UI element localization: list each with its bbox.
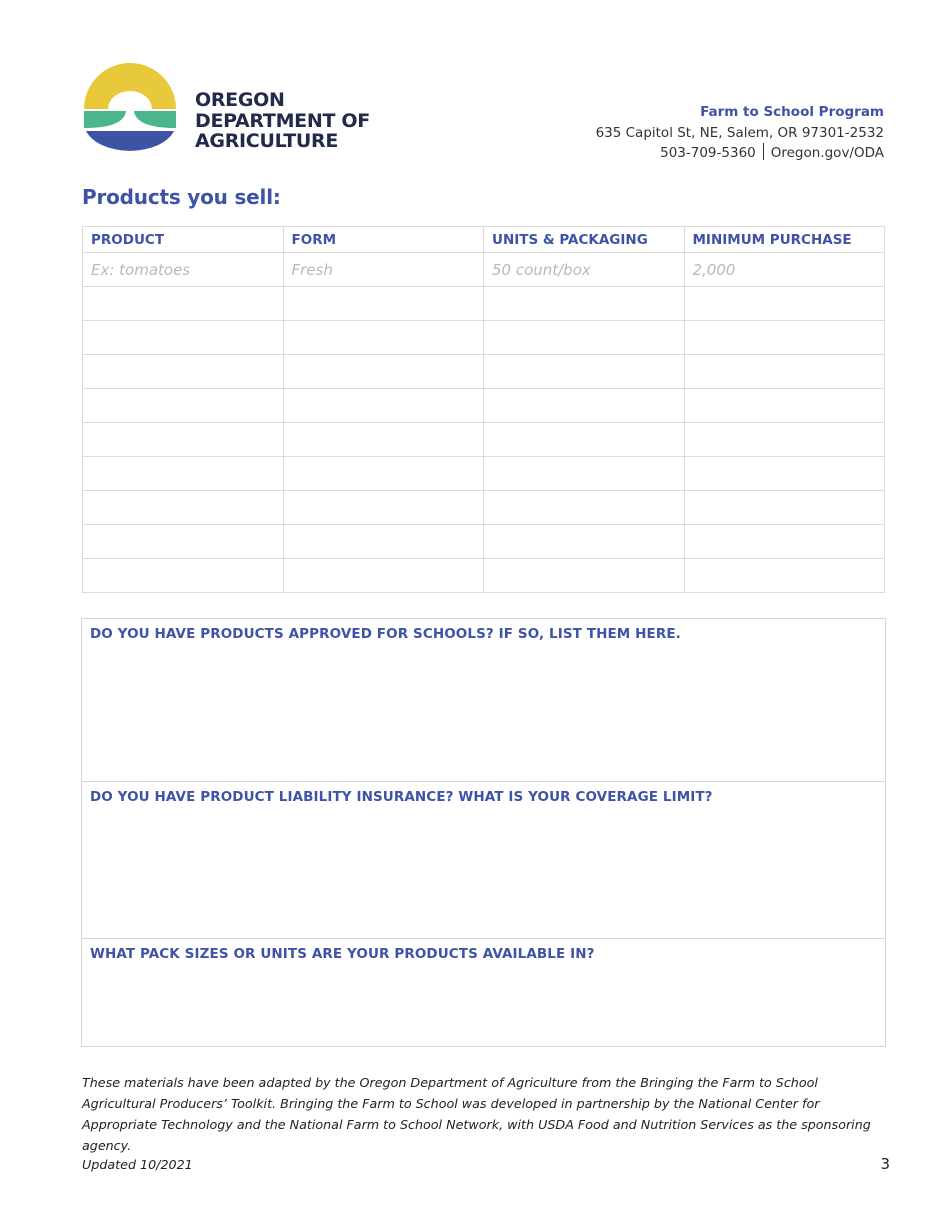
example-row bbox=[83, 253, 885, 287]
table-cell[interactable] bbox=[83, 491, 284, 525]
table-row bbox=[83, 355, 885, 389]
separator bbox=[763, 143, 764, 160]
question-label: DO YOU HAVE PRODUCT LIABILITY INSURANCE? WHAT IS YOUR COVERAGE LIMIT? bbox=[90, 789, 713, 805]
table-cell[interactable] bbox=[684, 287, 885, 321]
table-row bbox=[83, 559, 885, 593]
table-row bbox=[83, 287, 885, 321]
questions-box bbox=[81, 618, 886, 1047]
products-table bbox=[82, 226, 885, 593]
example-units[interactable]: 50 count/box bbox=[484, 253, 685, 287]
table-cell[interactable] bbox=[283, 321, 484, 355]
table-row bbox=[83, 525, 885, 559]
table-header-row bbox=[83, 227, 885, 253]
table-row bbox=[83, 321, 885, 355]
table-cell[interactable] bbox=[83, 355, 284, 389]
table-cell[interactable] bbox=[484, 457, 685, 491]
question-label: WHAT PACK SIZES OR UNITS ARE YOUR PRODUCTS AVAILABLE IN? bbox=[90, 946, 595, 962]
column-header-units: UNITS & PACKAGING bbox=[484, 227, 685, 253]
oda-logo-mark bbox=[82, 60, 182, 155]
table-cell[interactable] bbox=[684, 389, 885, 423]
table-row bbox=[83, 423, 885, 457]
table-cell[interactable] bbox=[684, 423, 885, 457]
question-label: DO YOU HAVE PRODUCTS APPROVED FOR SCHOOLS? IF SO, LIST THEM HERE. bbox=[90, 626, 681, 642]
table-cell[interactable] bbox=[283, 491, 484, 525]
table-cell[interactable] bbox=[83, 287, 284, 321]
table-cell[interactable] bbox=[83, 457, 284, 491]
question-section-insurance[interactable] bbox=[82, 782, 885, 939]
column-header-minimum: MINIMUM PURCHASE bbox=[684, 227, 885, 253]
question-section-approved[interactable] bbox=[82, 619, 885, 782]
table-cell[interactable] bbox=[484, 525, 685, 559]
program-name: Farm to School Program bbox=[700, 104, 884, 120]
column-header-form: FORM bbox=[283, 227, 484, 253]
question-section-pack-sizes[interactable] bbox=[82, 939, 885, 1046]
table-cell[interactable] bbox=[484, 423, 685, 457]
address: 635 Capitol St, NE, Salem, OR 97301-2532 bbox=[595, 124, 884, 141]
table-cell[interactable] bbox=[484, 355, 685, 389]
example-form[interactable]: Fresh bbox=[283, 253, 484, 287]
logo-line: OREGON bbox=[195, 89, 285, 111]
table-cell[interactable] bbox=[484, 321, 685, 355]
logo-line: AGRICULTURE bbox=[195, 130, 339, 152]
table-cell[interactable] bbox=[684, 525, 885, 559]
table-cell[interactable] bbox=[684, 491, 885, 525]
oda-logo bbox=[82, 60, 382, 155]
table-cell[interactable] bbox=[283, 287, 484, 321]
table-cell[interactable] bbox=[283, 559, 484, 593]
example-product[interactable]: Ex: tomatoes bbox=[83, 253, 284, 287]
table-cell[interactable] bbox=[484, 491, 685, 525]
table-cell[interactable] bbox=[83, 321, 284, 355]
table-cell[interactable] bbox=[283, 525, 484, 559]
table-cell[interactable] bbox=[684, 559, 885, 593]
table-row bbox=[83, 491, 885, 525]
oda-logo-wordmark bbox=[195, 90, 370, 152]
table-row bbox=[83, 457, 885, 491]
phone-web-line bbox=[596, 143, 884, 164]
disclaimer-text: These materials have been adapted by the Oregon Department of Agriculture from the Bringing the Farm to School Agricultural Producers’ Toolkit. Bringing the Farm to School was developed in partnership by the National Center for Appropriate Technology and the National Farm to School Network, with USDA Food and Nutrition Services as the sponsoring agency. bbox=[82, 1075, 871, 1153]
phone-number: 503-709-5360 bbox=[660, 145, 756, 161]
table-cell[interactable] bbox=[684, 321, 885, 355]
table-cell[interactable] bbox=[684, 457, 885, 491]
table-cell[interactable] bbox=[684, 355, 885, 389]
table-cell[interactable] bbox=[283, 423, 484, 457]
table-cell[interactable] bbox=[283, 355, 484, 389]
column-header-product: PRODUCT bbox=[83, 227, 284, 253]
table-cell[interactable] bbox=[484, 559, 685, 593]
table-cell[interactable] bbox=[83, 559, 284, 593]
table-cell[interactable] bbox=[83, 389, 284, 423]
website-link[interactable]: Oregon.gov/ODA bbox=[770, 145, 884, 161]
page-number: 3 bbox=[880, 1155, 890, 1173]
table-row bbox=[83, 389, 885, 423]
page-heading: Products you sell: bbox=[82, 185, 281, 209]
table-cell[interactable] bbox=[283, 457, 484, 491]
logo-line: DEPARTMENT OF bbox=[195, 109, 370, 132]
contact-block bbox=[596, 102, 884, 164]
table-cell[interactable] bbox=[484, 389, 685, 423]
table-cell[interactable] bbox=[283, 389, 484, 423]
table-cell[interactable] bbox=[484, 287, 685, 321]
table-cell[interactable] bbox=[83, 423, 284, 457]
example-minimum[interactable]: 2,000 bbox=[684, 253, 885, 287]
updated-date: Updated 10/2021 bbox=[82, 1157, 193, 1172]
table-cell[interactable] bbox=[83, 525, 284, 559]
